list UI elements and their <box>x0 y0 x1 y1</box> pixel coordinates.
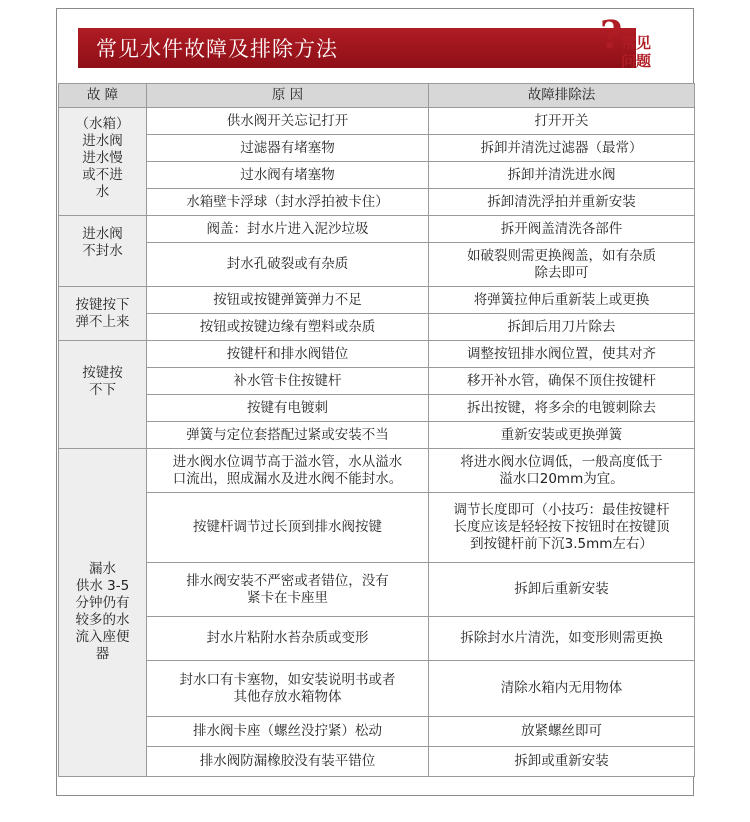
page-title: 常见水件故障及排除方法 <box>96 37 338 61</box>
table-row <box>59 422 695 449</box>
cause-cell: 封水口有卡塞物，如安装说明书或者 其他存放水箱物体 <box>147 661 429 717</box>
cause-cell: 阀盖：封水片进入泥沙垃圾 <box>147 216 429 243</box>
question-mark-icon: ? <box>600 12 623 57</box>
solution-cell: 清除水箱内无用物体 <box>429 661 695 717</box>
cause-cell: 按键杆和排水阀错位 <box>147 341 429 368</box>
solution-cell: 拆除封水片清洗，如变形则需更换 <box>429 617 695 661</box>
solution-cell: 拆卸并清洗过滤器（最常） <box>429 135 695 162</box>
table-row <box>59 287 695 314</box>
cause-cell: 按钮或按键弹簧弹力不足 <box>147 287 429 314</box>
solution-cell: 放紧螺丝即可 <box>429 717 695 747</box>
table-row <box>59 314 695 341</box>
solution-cell: 拆开阀盖清洗各部件 <box>429 216 695 243</box>
table-row <box>59 135 695 162</box>
table-row <box>59 563 695 617</box>
cause-cell: 水箱壁卡浮球（封水浮拍被卡住） <box>147 189 429 216</box>
badge-line-1: 常见 <box>621 34 652 52</box>
badge-line-2: 问题 <box>621 52 652 70</box>
solution-cell: 拆卸或重新安装 <box>429 747 695 777</box>
fault-cell: 按键按下 弹不上来 <box>59 287 147 341</box>
solution-cell: 移开补水管，确保不顶住按键杆 <box>429 368 695 395</box>
table-row <box>59 189 695 216</box>
solution-cell: 拆卸后重新安装 <box>429 563 695 617</box>
cause-cell: 按键有电镀刺 <box>147 395 429 422</box>
solution-cell: 拆卸并清洗进水阀 <box>429 162 695 189</box>
cause-cell: 按钮或按键边缘有塑料或杂质 <box>147 314 429 341</box>
column-header-fault: 故 障 <box>59 84 147 108</box>
table-header-row <box>59 84 695 108</box>
cause-cell: 过水阀有堵塞物 <box>147 162 429 189</box>
solution-cell: 重新安装或更换弹簧 <box>429 422 695 449</box>
solution-cell: 拆卸清洗浮拍并重新安装 <box>429 189 695 216</box>
table-row <box>59 243 695 287</box>
fault-cell: 按键按 不下 <box>59 341 147 449</box>
cause-cell: 封水片粘附水苔杂质或变形 <box>147 617 429 661</box>
cause-cell: 排水阀安装不严密或者错位，没有 紧卡在卡座里 <box>147 563 429 617</box>
column-header-cause: 原 因 <box>147 84 429 108</box>
solution-cell: 如破裂则需更换阀盖，如有杂质 除去即可 <box>429 243 695 287</box>
table-row <box>59 368 695 395</box>
table-row <box>59 162 695 189</box>
solution-cell: 拆卸后用刀片除去 <box>429 314 695 341</box>
solution-cell: 调节长度即可（小技巧：最佳按键杆 长度应该是轻轻按下按钮时在按键顶 到按键杆前下沉3.5mm左右） <box>429 493 695 563</box>
cause-cell: 进水阀水位调节高于溢水管，水从溢水 口流出，照成漏水及进水阀不能封水。 <box>147 449 429 493</box>
fault-cell: 漏水 供水 3-5 分钟仍有 较多的水 流入座便 器 <box>59 449 147 777</box>
table-row <box>59 449 695 493</box>
table-row <box>59 717 695 747</box>
table-row <box>59 108 695 135</box>
table-row <box>59 395 695 422</box>
table-row <box>59 747 695 777</box>
solution-cell: 将弹簧拉伸后重新装上或更换 <box>429 287 695 314</box>
cause-cell: 排水阀防漏橡胶没有装平错位 <box>147 747 429 777</box>
cause-cell: 供水阀开关忘记打开 <box>147 108 429 135</box>
table-row <box>59 617 695 661</box>
table-row <box>59 493 695 563</box>
cause-cell: 排水阀卡座（螺丝没拧紧）松动 <box>147 717 429 747</box>
faq-badge <box>596 14 676 78</box>
fault-cell: （水箱） 进水阀 进水慢 或不进 水 <box>59 108 147 216</box>
table-row <box>59 661 695 717</box>
cause-cell: 过滤器有堵塞物 <box>147 135 429 162</box>
table-row <box>59 341 695 368</box>
cause-cell: 弹簧与定位套搭配过紧或安装不当 <box>147 422 429 449</box>
solution-cell: 调整按钮排水阀位置，使其对齐 <box>429 341 695 368</box>
table-row <box>59 216 695 243</box>
fault-cell: 进水阀 不封水 <box>59 216 147 287</box>
solution-cell: 将进水阀水位调低，一般高度低于 溢水口20mm为宜。 <box>429 449 695 493</box>
fault-table <box>58 83 695 777</box>
cause-cell: 按键杆调节过长顶到排水阀按键 <box>147 493 429 563</box>
cause-cell: 封水孔破裂或有杂质 <box>147 243 429 287</box>
solution-cell: 拆出按键，将多余的电镀刺除去 <box>429 395 695 422</box>
solution-cell: 打开开关 <box>429 108 695 135</box>
cause-cell: 补水管卡住按键杆 <box>147 368 429 395</box>
column-header-solution: 故障排除法 <box>429 84 695 108</box>
